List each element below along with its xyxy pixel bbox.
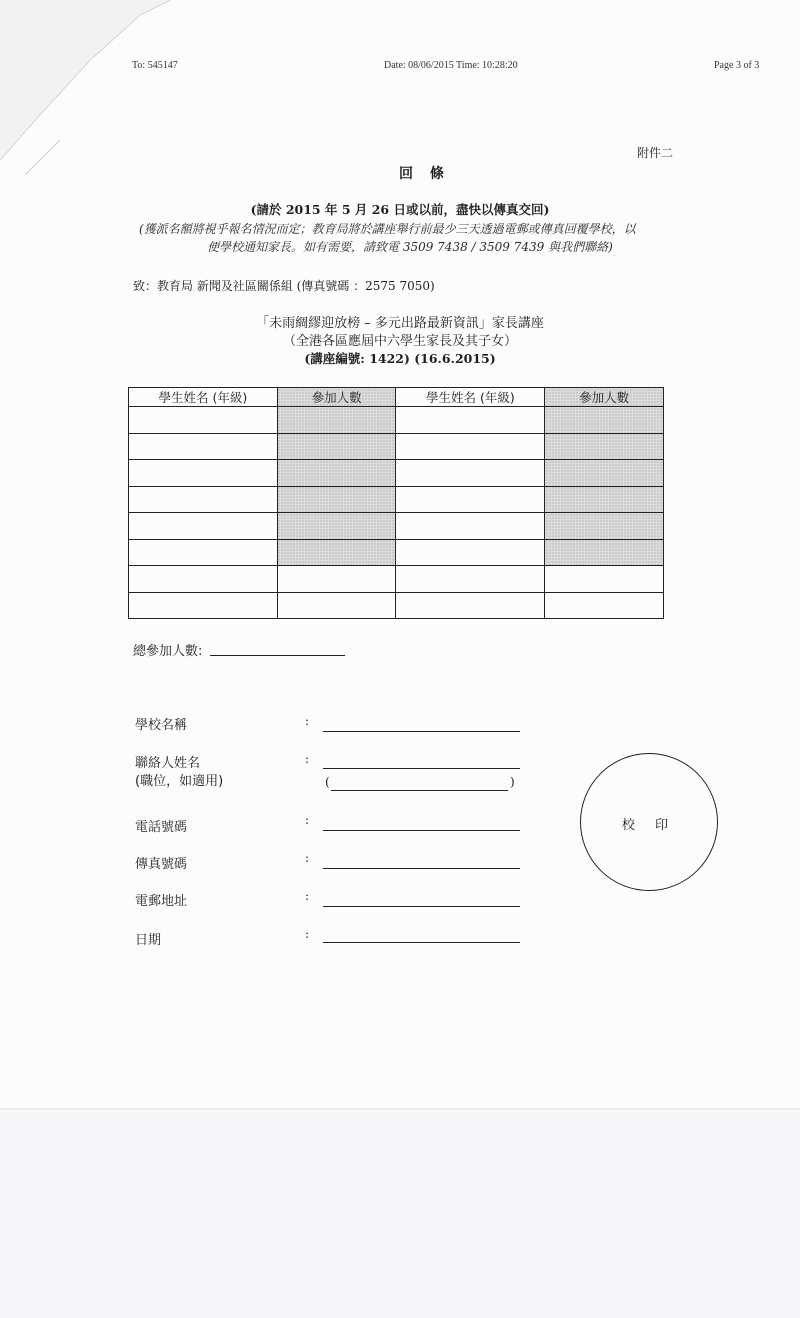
total-attendees-field[interactable] xyxy=(210,655,345,656)
email-label: 電郵地址 xyxy=(135,894,188,909)
date-label: 日期 xyxy=(135,933,162,948)
table-row xyxy=(129,592,664,619)
contact-position-label: (職位，如適用) xyxy=(135,774,224,789)
deadline-text: (請於 2015 年 5 月 26 日或以前，盡快以傳真交回) xyxy=(250,202,550,217)
student-name-cell[interactable] xyxy=(129,592,278,619)
contact-name-label: 聯絡人姓名 xyxy=(135,756,201,771)
folded-corner-mark xyxy=(0,0,200,180)
seminar-audience: （全港各區應屆中六學生家長及其子女） xyxy=(282,334,517,349)
colon: : xyxy=(305,813,310,827)
colon: : xyxy=(305,752,310,766)
attendees-cell[interactable] xyxy=(277,592,396,619)
student-name-cell[interactable] xyxy=(396,566,545,593)
student-name-cell[interactable] xyxy=(396,407,545,434)
table-row xyxy=(129,539,664,566)
student-name-cell[interactable] xyxy=(396,513,545,540)
attendees-cell[interactable] xyxy=(277,486,396,513)
attendees-cell[interactable] xyxy=(277,460,396,487)
paren-open: ( xyxy=(325,775,330,789)
school-name-field[interactable] xyxy=(323,731,520,732)
table-row xyxy=(129,486,664,513)
student-name-cell[interactable] xyxy=(396,460,545,487)
attendees-cell[interactable] xyxy=(545,513,664,540)
header-attendees-1: 參加人數 xyxy=(277,388,396,407)
student-name-cell[interactable] xyxy=(129,486,278,513)
school-name-label: 學校名稱 xyxy=(135,718,188,733)
fax-date-time: Date: 08/06/2015 Time: 10:28:20 xyxy=(384,60,518,71)
recipient-line: 致：教育局 新聞及社區關係組 (傳真號碼 ：2575 7050) xyxy=(133,279,435,293)
student-name-cell[interactable] xyxy=(129,433,278,460)
total-attendees-label: 總參加人數: xyxy=(133,644,203,659)
note-line-1: (獲派名額將視乎報名情況而定；教育局將於講座舉行前最少三天透過電郵或傳真回覆學校，以 xyxy=(139,222,636,236)
fax-to: To: 545147 xyxy=(132,60,178,71)
school-stamp-circle[interactable] xyxy=(580,753,718,891)
table-row xyxy=(129,407,664,434)
page-title: 回 條 xyxy=(399,166,450,182)
student-name-cell[interactable] xyxy=(129,539,278,566)
seminar-name: 「未雨綢繆迎放榜 – 多元出路最新資訊」家長講座 xyxy=(256,316,544,331)
table-row xyxy=(129,433,664,460)
fax-label: 傳真號碼 xyxy=(135,857,188,872)
header-student-name-2: 學生姓名 (年級) xyxy=(396,388,545,407)
registration-table xyxy=(128,387,664,619)
attendees-cell[interactable] xyxy=(545,592,664,619)
student-name-cell[interactable] xyxy=(396,433,545,460)
header-student-name-1: 學生姓名 (年級) xyxy=(129,388,278,407)
scan-background xyxy=(0,1112,800,1318)
school-stamp-label: 校 印 xyxy=(621,818,677,833)
student-name-cell[interactable] xyxy=(129,460,278,487)
table-row xyxy=(129,513,664,540)
phone-field[interactable] xyxy=(323,830,520,831)
contact-name-field[interactable] xyxy=(323,768,520,769)
colon: : xyxy=(305,889,310,903)
email-field[interactable] xyxy=(323,906,520,907)
header-attendees-2: 參加人數 xyxy=(545,388,664,407)
attendees-cell[interactable] xyxy=(277,433,396,460)
date-field[interactable] xyxy=(323,942,520,943)
attendees-cell[interactable] xyxy=(545,486,664,513)
colon: : xyxy=(305,851,310,865)
attendees-cell[interactable] xyxy=(545,460,664,487)
student-name-cell[interactable] xyxy=(129,513,278,540)
fax-page-number: Page 3 of 3 xyxy=(714,60,760,71)
paren-close: ) xyxy=(510,775,515,789)
table-row xyxy=(129,566,664,593)
colon: : xyxy=(305,714,310,728)
attendees-cell[interactable] xyxy=(545,566,664,593)
attendees-cell[interactable] xyxy=(277,566,396,593)
seminar-code: (講座編號: 1422) (16.6.2015) xyxy=(304,351,496,366)
attendees-cell[interactable] xyxy=(277,539,396,566)
student-name-cell[interactable] xyxy=(129,407,278,434)
phone-label: 電話號碼 xyxy=(135,820,188,835)
annex-label: 附件二 xyxy=(637,146,674,160)
table-row xyxy=(129,460,664,487)
attendees-cell[interactable] xyxy=(277,513,396,540)
attendees-cell[interactable] xyxy=(545,407,664,434)
note-line-2: 便學校通知家長。如有需要，請致電 3509 7438 / 3509 7439 與我們聯絡) xyxy=(207,240,613,254)
attendees-cell[interactable] xyxy=(277,407,396,434)
student-name-cell[interactable] xyxy=(396,592,545,619)
attendees-cell[interactable] xyxy=(545,539,664,566)
colon: : xyxy=(305,927,310,941)
fax-field[interactable] xyxy=(323,868,520,869)
student-name-cell[interactable] xyxy=(396,486,545,513)
table-header-row xyxy=(129,388,664,407)
attendees-cell[interactable] xyxy=(545,433,664,460)
student-name-cell[interactable] xyxy=(129,566,278,593)
student-name-cell[interactable] xyxy=(396,539,545,566)
contact-position-field[interactable] xyxy=(331,790,508,791)
